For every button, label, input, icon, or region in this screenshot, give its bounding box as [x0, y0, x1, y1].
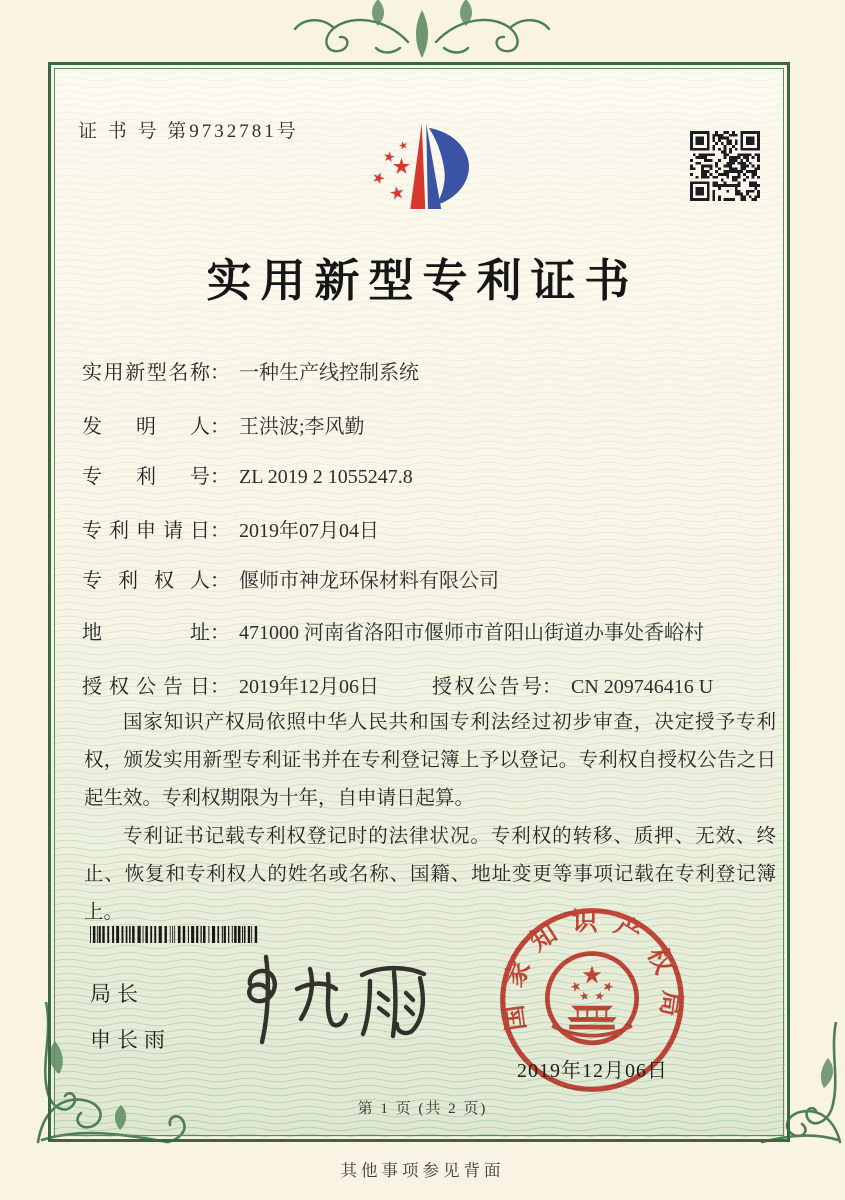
back-side-note: 其他事项参见背面	[340, 1161, 505, 1180]
field-value: 偃师市神龙环保材料有限公司	[239, 570, 499, 592]
field-label: 专利权人	[82, 570, 210, 592]
field-colon: ：	[210, 520, 230, 542]
top-flourish-ornament	[288, 0, 556, 60]
field-label: 发明人	[82, 416, 210, 438]
seal-date: 2019年12月06日	[517, 1060, 668, 1082]
field-colon: ：	[210, 622, 230, 644]
barcode	[90, 926, 260, 943]
page-indicator: 第 1 页 (共 2 页)	[357, 1101, 488, 1117]
field-colon: ：	[210, 676, 230, 698]
logo-red-wedge	[410, 123, 425, 209]
field-row-address	[82, 616, 704, 645]
field-row-patent-number	[82, 460, 413, 489]
field-colon: ：	[210, 416, 230, 438]
field-label: 授权公告日	[82, 676, 210, 698]
bottom-right-flourish-ornament	[752, 1022, 842, 1146]
field-colon: ：	[210, 466, 230, 488]
field-colon: ：	[542, 676, 562, 698]
certificate-number: 证 书 号 第9732781号	[78, 121, 299, 142]
field-label: 地址	[82, 622, 210, 644]
logo-stars	[373, 141, 409, 199]
field-row-filing-date	[82, 514, 379, 543]
field-colon: ：	[210, 570, 230, 592]
certificate-title: 实用新型专利证书	[206, 256, 639, 306]
seal-agency-text: 国家知识产权局	[497, 906, 687, 1033]
field-value: 王洪波;李风勤	[239, 416, 365, 438]
national-emblem	[547, 953, 636, 1042]
grant-number-field	[432, 670, 713, 699]
field-row-invention-name	[82, 356, 419, 385]
field-label: 实用新型名称	[82, 362, 210, 384]
legal-paragraph-1: 国家知识产权局依照中华人民共和国专利法经过初步审查，决定授予专利权，颁发实用新型专利证书并在专利登记簿上予以登记。专利权自授权公告之日起生效。专利权期限为十年，自申请日起算。	[84, 712, 776, 809]
cnipa-logo-icon	[345, 119, 495, 225]
field-value: ZL 2019 2 1055247.8	[239, 466, 413, 488]
field-value: 471000 河南省洛阳市偃师市首阳山街道办事处香峪村	[239, 622, 704, 644]
grant-date-field	[82, 676, 379, 698]
field-row-patentee	[82, 564, 499, 593]
qr-code	[690, 131, 760, 201]
field-row-grant	[82, 670, 714, 699]
field-label: 专利申请日	[82, 520, 210, 542]
field-value: 一种生产线控制系统	[239, 362, 419, 384]
field-label: 专利号	[82, 466, 210, 488]
commissioner-handwritten-signature	[222, 944, 452, 1052]
field-row-inventor	[82, 410, 365, 439]
field-value: 2019年12月06日	[239, 676, 379, 698]
field-value: CN 209746416 U	[571, 676, 714, 698]
field-label: 授权公告号	[432, 676, 542, 698]
legal-text	[84, 704, 776, 932]
field-colon: ：	[210, 362, 230, 384]
commissioner-title: 局长	[90, 982, 144, 1006]
commissioner-name: 申长雨	[90, 1028, 171, 1052]
legal-paragraph-2: 专利证书记载专利权登记时的法律状况。专利权的转移、质押、无效、终止、恢复和专利权人的姓名或名称、国籍、地址变更等事项记载在专利登记簿上。	[84, 826, 776, 923]
field-value: 2019年07月04日	[239, 520, 379, 542]
